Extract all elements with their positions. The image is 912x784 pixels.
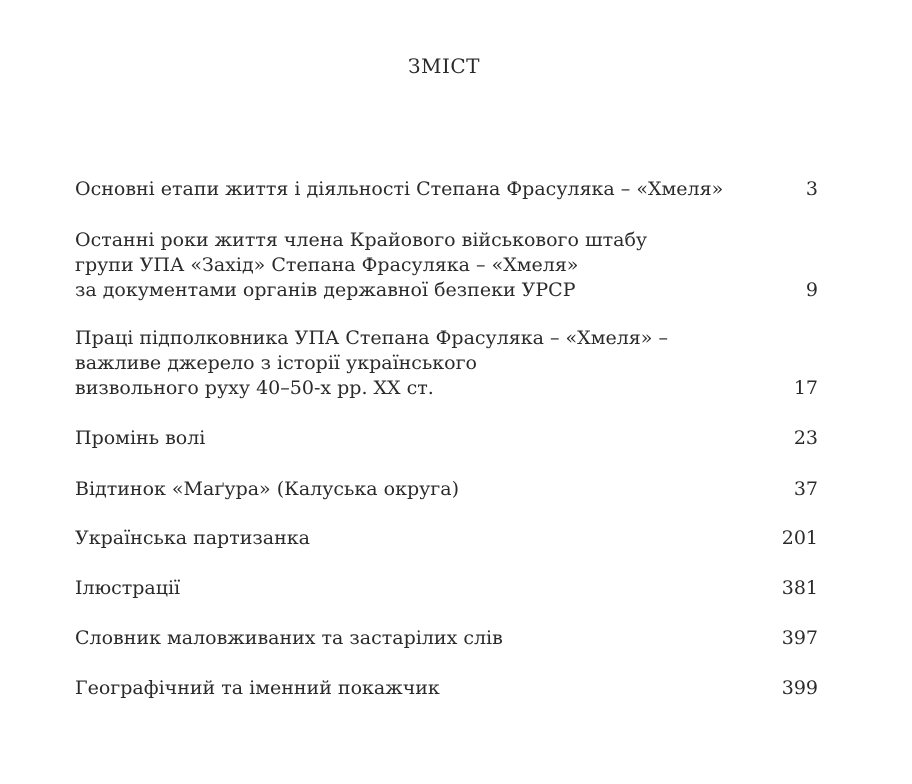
toc-entry-page: 23 [793,427,818,449]
toc-entry [75,626,818,651]
toc-entry-title: Українська партизанка [75,527,310,549]
toc-entry [75,177,818,202]
toc-entry [75,477,818,502]
toc-entry [75,526,818,551]
toc-entry [75,576,818,601]
toc-entry-title: Праці підполковника УПА Степана Фрасуляка – «Хмеля» – важливе джерело з історії українського визвольного руху 40–50-х рр. ХХ ст. [75,327,668,399]
toc-entry-page: 37 [793,478,818,500]
toc-entry-page: 17 [793,377,818,399]
toc-entry [75,228,818,303]
toc-entry-page: 397 [781,627,818,649]
toc-entry [75,426,818,451]
toc-entry-title: Відтинок «Маґура» (Калуська округа) [75,478,459,500]
toc-entry-title: Словник маловживаних та застарілих слів [75,627,503,649]
toc-entry-title: Останні роки життя члена Крайового військового штабу групи УПА «Захід» Степана Фрасуляка – «Хмеля» за документами органів державної безпеки УРСР [75,229,648,301]
toc-entry-page: 399 [781,677,818,699]
toc-entry-title: Ілюстрації [75,577,181,599]
toc-entry-page: 201 [781,527,818,549]
toc-entry-title: Промінь волі [75,427,206,449]
toc-entry-title: Основні етапи життя і діяльності Степана Фрасуляка – «Хмеля» [75,178,724,200]
toc-entry-page: 381 [781,577,818,599]
toc-entry-page: 9 [805,279,818,301]
toc-entry-page: 3 [805,178,818,200]
toc-entry [75,326,818,401]
toc-entry [75,676,818,701]
page-title: ЗМІСТ [408,54,480,78]
toc-entry-title: Географічний та іменний покажчик [75,677,440,699]
